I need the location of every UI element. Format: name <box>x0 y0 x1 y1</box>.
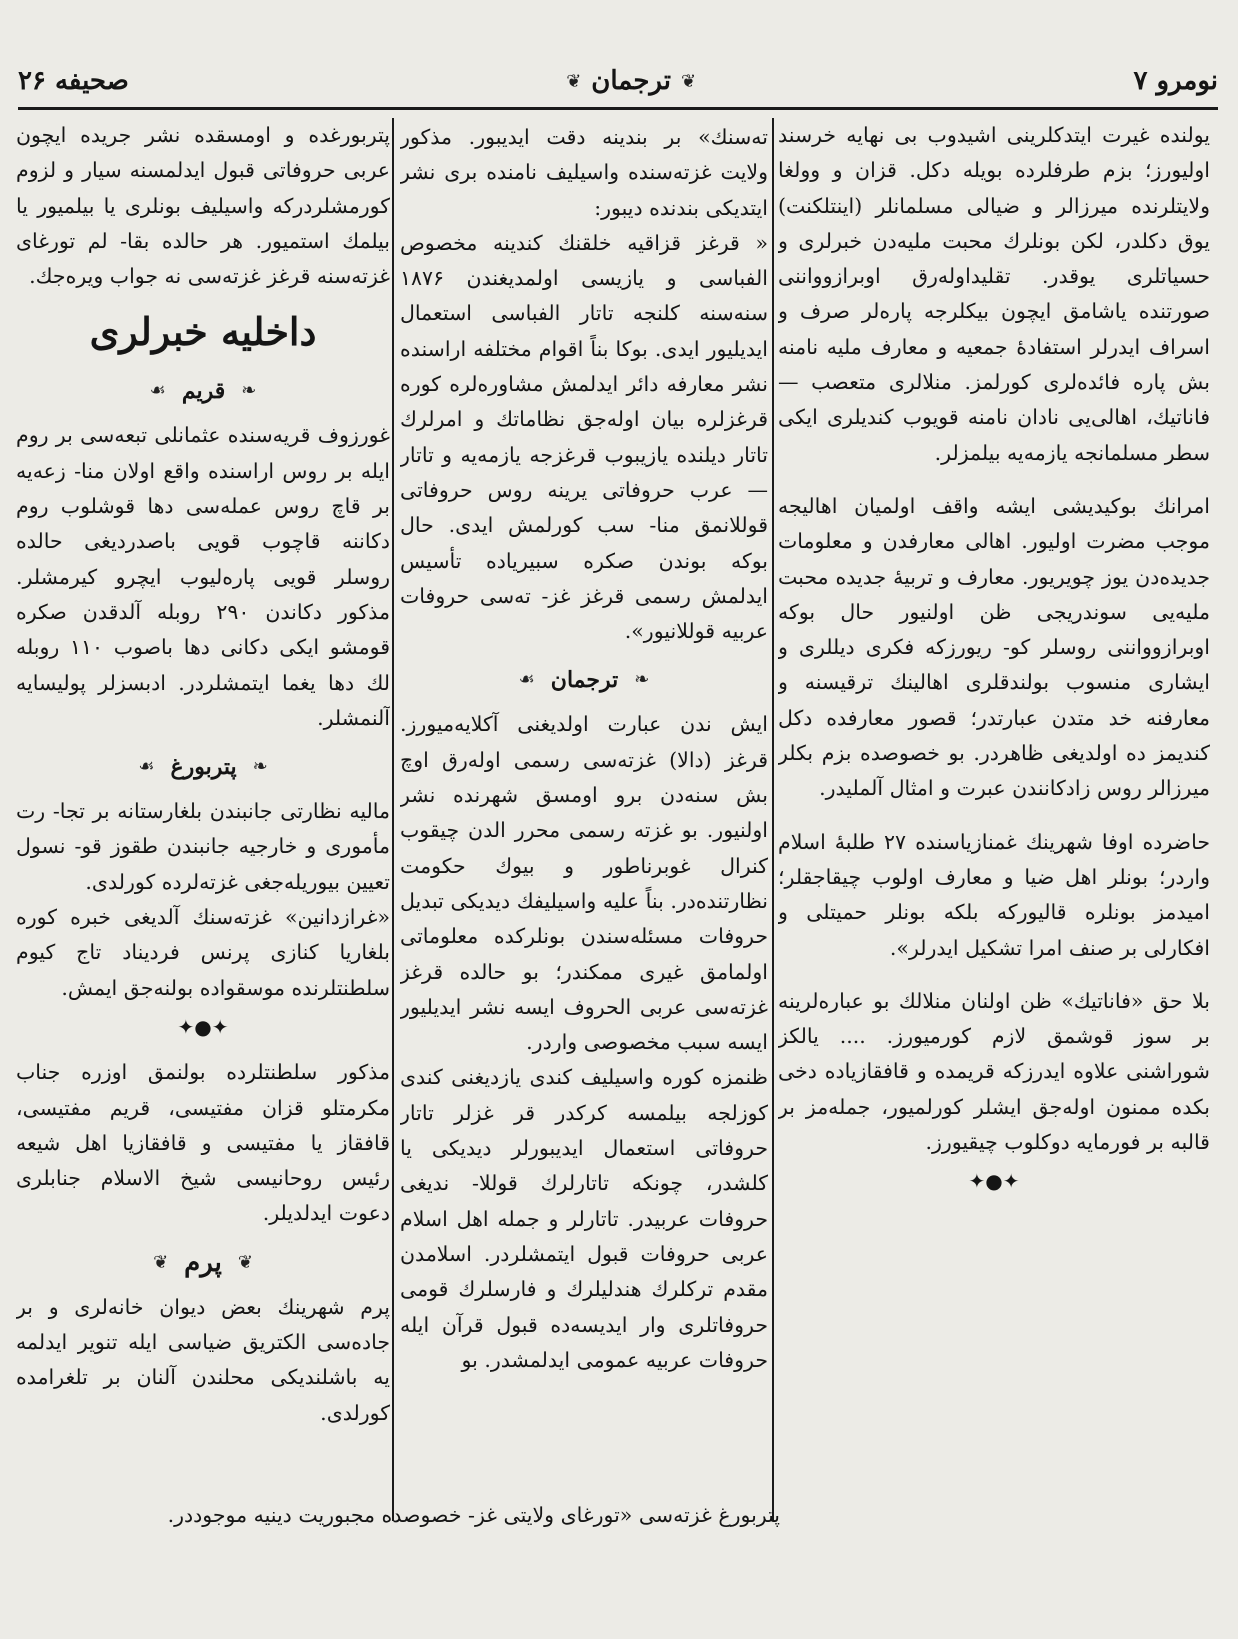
ornament-icon: ❦ <box>153 1251 169 1273</box>
issue-number: نومرو ۷ <box>1133 66 1218 96</box>
subheading-label: پتربورغ <box>170 754 237 781</box>
middle-column <box>400 120 768 1499</box>
paper-title-block <box>566 66 696 96</box>
subheading-petersburg <box>16 750 390 784</box>
article-paragraph: بلا حق «فاناتیك» ظن اولنان منلالك بو عباره‌لرینه بر سوز قوشمق لازم کورمیورز. .... یالکز شوراشنی علاوه ایدرزکه قریمده و قافقازیاده دخی بکده ممنون اوله‌جق ایشلر کورلمیور، جمله‌مز بر قالبه بر فورمایه دوکلوب چیقیورز. <box>778 988 1210 1155</box>
ornament-icon: ❧ <box>241 380 257 402</box>
subheading-label: قریم <box>181 378 226 405</box>
ornament-icon: ❦ <box>237 1251 253 1273</box>
section-divider: ✦●✦ <box>968 1169 1020 1194</box>
subheading-label: ترجمان <box>550 667 619 694</box>
section-divider: ✦●✦ <box>177 1014 229 1039</box>
section-title: داخلیه خبرلری <box>89 309 317 355</box>
continuation-line: پتربورغ غزته‌سی «تورغای ولایتی غز- خصوصده مجبوریت دینیه موجوددر. <box>167 1503 780 1527</box>
masthead <box>18 58 1218 104</box>
ornament-icon: ❧ <box>634 669 650 691</box>
ornament-icon: ❦ <box>566 70 582 92</box>
article-paragraph: پرم شهرینك بعض دیوان خانه‌لری و بر جاده‌سی الکتریق ضیاسی ایله تنویر ایدلمه یه باشلندیکی محلندن آلنان بر تلغرامده کورلدی. <box>16 1294 390 1425</box>
page-number: صحیفه ۲۶ <box>18 66 129 96</box>
subheading-perm <box>16 1246 390 1280</box>
ornament-icon: ☙ <box>149 380 166 402</box>
article-paragraph: یولنده غیرت ایتدکلرینی اشیدوب بی نهایه خرسند اولیورز؛ بزم طرفلرده بویله دکل. قزان و وولغا ولایتلرنده میرزالر و ضیالی مسلمانلر (اینتلکنت) یوق دکلدر، لکن بونلرك محبت ملیه‌دن خبرلری و حسیاتلری یوقدر. تقلیداوله‌رق اوبرازوواننی صورتنده یاشامق ایچون بیکلرجه پاره‌لر صرف و اسراف ایدرلر استفادهٔ جمعیه و معارف ملیه نامنه بش پاره فائده‌لری کورلمز. منلالری متعصب — فاناتیك، اهالی‌یی نادان نامنه قویوب کندیلری ایکی سطر مسلمانجه یازمه‌یه بیلمزلر. <box>778 123 1210 465</box>
ornament-icon: ❦ <box>680 70 697 92</box>
article-paragraph: ظنمزه کوره واسیلیف کندی یازدیغنی کندی کوزلجه بیلمسه کرکدر قر غزلر تاتار حروفاتی استعمال ایدیبورلر دیدیکی یا کلشدر، چونکه تاتارلرك قوللا- ندیغی حروفات عربیدر. تاتارلر و جمله اهل اسلام عربی حروفات قبول ایتمشلردر. اسلامدن مقدم ترکلرك هندلیلرك و فارسلرك قومی حروفاتلری وار ایدیسه‌ده قبول قرآن ایله حروفات عربیه عمومی ایدلمشدر. بو <box>400 1065 768 1372</box>
article-paragraph: تەسنك» بر بندینه دقت ایدیبور. مذکور ولایت غزته‌سنده واسیلیف نامنده بری نشر ایتدیکی بندنده دیبور: <box>400 125 768 220</box>
article-paragraph: غورزوف قریه‌سنده عثمانلی تبعه‌سی بر روم ایله بر روس اراسنده واقع اولان منا- زعه‌یه بر قاچ روس عمله‌سی دها قوشلوب روم دکاننه قاچوب قویی باصدردیغی حالده روسلر قویی پاره‌لیوب ایچرو کیرمشلر. مذکور دکاندن ۲۹۰ روبله آلدقدن صکره قومشو ایکی دکانی دها باصوب ۱۱۰ روبله لك دها یغما ایتمشلردر. ادبسزلر پولیسایه آلنمشلر. <box>16 423 390 730</box>
right-column <box>778 118 1210 1539</box>
ornament-icon: ❧ <box>252 756 268 778</box>
paper-title: ترجمان <box>591 66 671 96</box>
article-paragraph: حاضرده اوفا شهرینك غمنازیاسنده ۲۷ طلبهٔ اسلام واردر؛ بونلر اهل ضیا و معارف اولوب چیقاجقلر؛ امیدمز بونلره قالیورکه بلکه بونلر حمیتلی و افکارلی بر صنف امرا تشکیل ایدرلر». <box>778 829 1210 960</box>
subheading <box>400 663 768 697</box>
subheading-label: پرم <box>184 1247 222 1278</box>
subheading-crimea <box>16 374 390 408</box>
article-paragraph: « قرغز قزاقیه خلقنك کندینه مخصوص الفباسی و یازیسی اولمدیغندن ۱۸۷۶ سنه‌سنه کلنجه تاتار الفباسی استعمال ایدیلیور ایدی. بوکا بناً اقوام مختلفه اراسنده نشر معارفه دائر ایدلمش مشاوره‌لره کوره قرغزلره بیان اوله‌جق نظاماتك و امرلرك تاتار دیلنده یازیبوب قرغزجه یازمه‌یه و تاتار — عرب حروفاتی یرینه روس حروفاتی قوللانمق منا- سب کورلمش ایدی. حال بوکه بوندن صکره سبیریاده تأسیس ایدلمش رسمی قرغز غز- ته‌سی حروفات عربیه قوللانیور». <box>400 230 768 644</box>
ornament-icon: ☙ <box>518 669 535 691</box>
column-rule <box>392 118 394 1521</box>
article-paragraph: ایش ندن عبارت اولدیغنی آکلایه‌میورز. قرغز (دالا) غزته‌سی رسمی اوله‌رق اوچ بش سنه‌دن برو اومسق شهرنده نشر اولنیور. بو غزته رسمی محرر الدن چیقوب کنرال غوبرناطور و بیوك حکومت نظارتنده‌در. بناً علیه واسیلیفك دیدیکی تبدیل حروفات مسئله‌سندن بونلرکده معلوماتی اولمامق غیری ممکندر؛ بو حالده قرغز غزته‌سی عربی الحروف ایسه‌ نشر ایدیلیور ایسه سبب مخصوصی واردر. <box>400 712 768 1055</box>
ornament-icon: ☙ <box>138 756 155 778</box>
left-column <box>16 118 390 1539</box>
header-rule <box>18 107 1218 110</box>
article-paragraph: مذکور سلطنتلرده بولنمق اوزره جناب مکرمتلو قزان مفتیسی، قریم مفتیسی، قافقاز یا مفتیسی و قافقازیا اهل شیعه رئیس روحانیسی شیخ الاسلام جنابلری دعوت ایدلدیلر. <box>16 1060 390 1226</box>
article-paragraph: «غرازدانین» غزته‌سنك آلدیغی خبره کوره بلغاریا کنازی پرنس فردیناد تاج کیوم سلطنتلرنده موسقواده بولنه‌جق ایمش. <box>16 905 390 1000</box>
article-paragraph: پتربورغده و اومسقده نشر جریده ایچون عربی حروفاتی قبول ایدلمسنه سیار و لزوم کورمشلردرکه واسیلیف بونلری یا بیلمیور یا بیلمك استمیور. هر حالده بقا- لم تورغای غزته‌سنه قرغز غزته‌سی نه جواب ویره‌جك. <box>16 123 390 289</box>
column-rule <box>772 118 774 1521</box>
article-paragraph: امرانك بوکیدیشی ایشه واقف اولمیان اهالیجه موجب مضرت اولیور. اهالی معارفدن و معلومات جدیده‌دن یوز چویریور. معارف و تربیهٔ جدیده محبت ملیه‌یی سوندریجی ظن اولنیور حال بوکه اوبرازوواننی روسلر کو- ریورزکه فکری دیللری و ایشاری منسوب بولندقلری اهالینك ترقیسنه و معارفنه خد متدن عبارتدر؛ قصور معارفده دکل کندیمز ده اولدیغی ظاهردر. بو خصوصده بزم بکلر میرزالر روس زادکانندن عبرت و امثال آلملیدر. <box>778 493 1210 801</box>
article-paragraph: مالیه نظارتی جانبندن بلغارستانه بر تجا- رت مأموری و خارجیه جانبندن طقوز قو- نسول تعیین بیوریله‌جغی غزته‌لرده کورلدی. <box>16 799 390 894</box>
